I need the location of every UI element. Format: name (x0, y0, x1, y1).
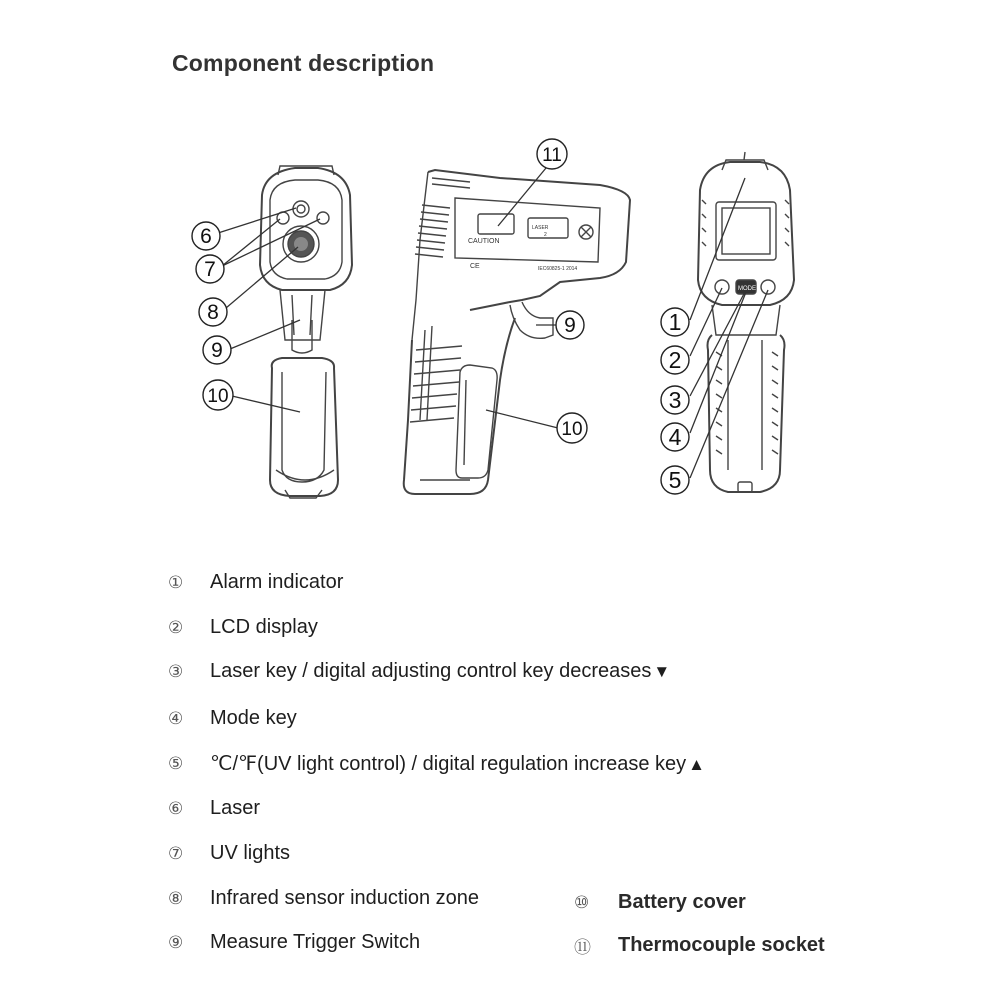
laser-class-label: 2 (544, 232, 547, 238)
callout-2: 2 (668, 347, 682, 373)
legend-item-11 (574, 933, 825, 958)
legend-number: ⑪ (574, 938, 591, 958)
iec-label: IEC60825-1 2014 (538, 266, 578, 272)
legend-number: ⑦ (168, 843, 184, 864)
page-title: Component description (172, 50, 435, 76)
legend-text: Mode key (210, 707, 297, 729)
legend-text-body: ℃/℉(UV light control) / digital regulation increase key (210, 753, 687, 775)
legend-text: LCD display (210, 616, 318, 638)
legend-number: ③ (168, 661, 184, 682)
callout-10: 10 (207, 386, 229, 407)
legend-text: Thermocouple socket (618, 934, 825, 956)
legend-item-8 (168, 887, 479, 910)
callout-6: 6 (200, 225, 212, 248)
legend-number: ⑨ (168, 932, 184, 953)
legend-number: ⑥ (168, 798, 184, 819)
legend-text (210, 660, 670, 683)
legend-item-1 (168, 571, 343, 594)
legend-item-3 (168, 660, 670, 683)
ce-mark: CE (470, 263, 480, 270)
thermometer-side-view (404, 170, 630, 494)
legend-number: ④ (168, 708, 184, 729)
callout-10-side: 10 (561, 419, 583, 440)
legend-text: Battery cover (618, 891, 746, 913)
thermometer-front-view (260, 166, 352, 498)
legend-item-9 (168, 931, 420, 954)
legend-text: Infrared sensor induction zone (210, 887, 480, 909)
callout-8: 8 (207, 301, 219, 324)
callout-4: 4 (668, 424, 682, 450)
callout-1: 1 (668, 309, 682, 335)
legend-number: ② (168, 617, 184, 638)
legend-text (210, 751, 705, 776)
legend-text: Measure Trigger Switch (210, 931, 421, 953)
legend-item-4 (168, 707, 297, 730)
up-triangle-icon: ▲ (688, 755, 705, 774)
legend-item-7 (168, 842, 290, 865)
callout-9-side: 9 (564, 314, 576, 337)
thermometer-back-view (698, 152, 794, 492)
legend-text: Laser (210, 797, 261, 819)
legend-item-10 (574, 891, 746, 914)
callout-5: 5 (668, 467, 682, 493)
legend-text: UV lights (210, 842, 291, 864)
legend-item-5 (168, 751, 705, 776)
legend-item-6 (168, 797, 260, 820)
caution-label: CAUTION (468, 238, 500, 245)
callout-9: 9 (211, 339, 223, 362)
legend-number: ① (168, 572, 184, 593)
legend-item-2 (168, 616, 318, 639)
legend-text-body: Laser key / digital adjusting control key decreases (210, 660, 652, 682)
callout-11: 11 (542, 145, 562, 166)
down-triangle-icon: ▼ (653, 662, 671, 681)
legend-number: ⑩ (574, 892, 590, 913)
callout-3: 3 (668, 387, 682, 413)
callout-7: 7 (204, 258, 216, 281)
mode-key-label: MODE (738, 286, 756, 292)
legend-text: Alarm indicator (210, 571, 344, 593)
legend-number: ⑤ (168, 753, 184, 774)
legend-number: ⑧ (168, 888, 184, 909)
laser-label: LASER (532, 225, 549, 231)
